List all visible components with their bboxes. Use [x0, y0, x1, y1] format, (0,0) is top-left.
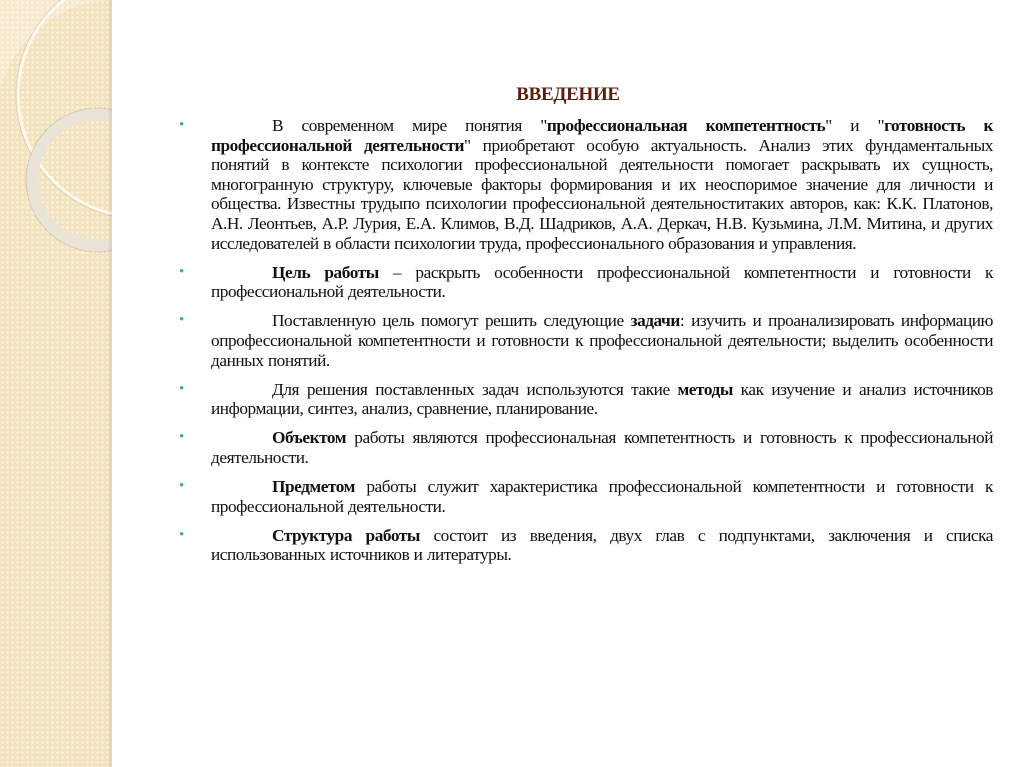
paragraph-text: – раскрыть особенности профессиональной компетентности и готовности к профессиональной деятельности.	[211, 262, 993, 302]
bullet-paragraph	[176, 428, 993, 467]
bullet-paragraph	[176, 380, 993, 419]
bullet-icon: •	[179, 526, 184, 543]
bullet-icon: •	[179, 263, 184, 280]
bullet-paragraph	[176, 263, 993, 302]
bullet-paragraph	[176, 526, 993, 565]
bullet-icon: •	[179, 380, 184, 397]
bullet-paragraph	[176, 477, 993, 516]
bold-text: Предметом	[272, 477, 355, 496]
bold-text: Структура работы	[272, 525, 420, 545]
paragraph-text: состоит из введения, двух глав с подпунктами, заключения и списка использованных источников и литературы.	[211, 525, 993, 565]
bullet-list	[176, 116, 993, 574]
paragraph-text: : изучить и проанализировать информацию опрофессиональной компетентности и готовности к профессиональной деятельности; выделить особенности данных понятий.	[211, 311, 994, 370]
bullet-paragraph	[176, 116, 993, 253]
paragraph-text: " и "	[825, 116, 885, 135]
bold-text: методы	[677, 379, 733, 399]
bullet-paragraph	[176, 311, 993, 370]
bold-text: готовность к профессиональной деятельности	[211, 116, 994, 155]
paragraph-text: работы служит характеристика профессиональной компетентности и готовности к профессиональной деятельности.	[211, 477, 993, 516]
decorative-circles-icon	[0, 0, 112, 767]
bold-text: Объектом	[272, 428, 347, 448]
bold-text: задачи	[630, 311, 680, 331]
bullet-icon: •	[179, 478, 184, 494]
bold-text: Цель работы	[272, 262, 379, 282]
bullet-icon: •	[179, 312, 184, 329]
bold-text: профессиональная компетентность	[546, 116, 826, 135]
paragraph-text: В современном мире понятия "	[272, 116, 547, 135]
paragraph-text: " приобретают особую актуальность. Анализ этих фундаментальных понятий в контексте психологии профессиональной деятельности помогает раскрывать их сущность, многогранную структуру, ключевые факторы формирования и их неоспоримое значение для личности и общества. Известны трудыпо психологии профессиональной деятельноститаких авторов, как: К.К. Платонов, А.Н. Леонтьев, А.Р. Лурия, Е.А. Климов, В.Д. Шадриков, А.А. Деркач, Н.В. Кузьмина, Л.М. Митина, и других исследователей в области психологии труда, профессионального образования и управления.	[211, 135, 993, 253]
paragraph-text: работы являются профессиональная компетентность и готовность к профессиональной деятельности.	[211, 428, 993, 467]
paragraph-text: Для решения поставленных задач используются такие	[272, 379, 678, 399]
bullet-icon: •	[179, 429, 184, 446]
decorative-sidebar	[0, 0, 112, 767]
bullet-icon: •	[179, 117, 184, 133]
paragraph-text: Поставленную цель помогут решить следующие	[272, 311, 631, 331]
paragraph-text: как изучение и анализ источников информации, синтез, анализ, сравнение, планирование.	[211, 379, 994, 419]
slide-title: ВВЕДЕНИЕ	[516, 84, 620, 105]
